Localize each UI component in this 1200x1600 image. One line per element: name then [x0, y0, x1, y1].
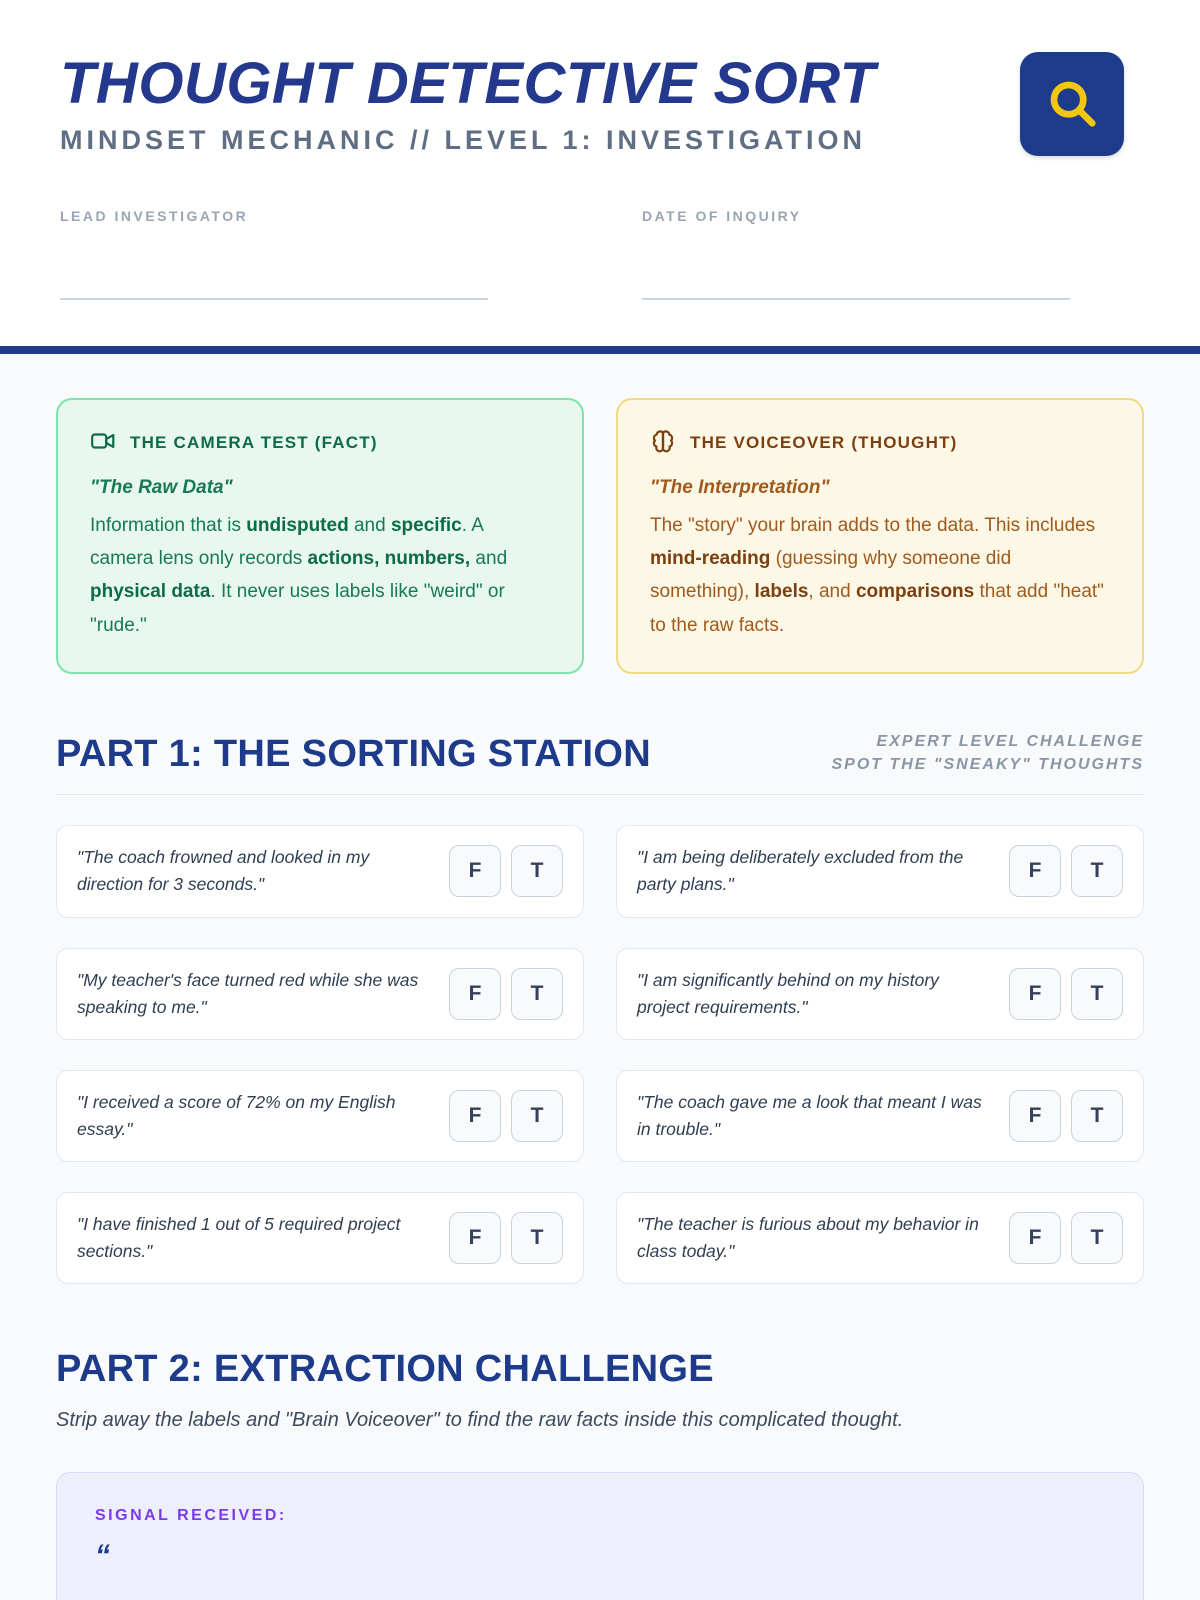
lead-investigator-input[interactable] — [60, 224, 488, 300]
fact-card-title: THE CAMERA TEST (FACT) — [130, 433, 378, 453]
main-content — [0, 354, 1200, 1600]
fact-button[interactable]: F — [1009, 1090, 1061, 1142]
fact-thought-buttons — [1009, 1212, 1123, 1264]
fact-button[interactable]: F — [1009, 968, 1061, 1020]
sorting-item-quote: "The coach gave me a look that meant I was in trouble." — [637, 1091, 982, 1139]
fact-button[interactable]: F — [449, 1090, 501, 1142]
thought-card-title: THE VOICEOVER (THOUGHT) — [690, 433, 958, 453]
challenge-line-1: EXPERT LEVEL CHALLENGE — [876, 732, 1144, 750]
part1-heading: PART 1: THE SORTING STATION — [56, 733, 651, 776]
page-title: THOUGHT DETECTIVE SORT — [60, 51, 876, 116]
fact-thought-buttons — [449, 968, 563, 1020]
page-subtitle: MINDSET MECHANIC // LEVEL 1: INVESTIGATION — [60, 124, 867, 155]
thought-button[interactable]: T — [511, 1212, 563, 1264]
thought-button[interactable]: T — [511, 968, 563, 1020]
header-divider — [0, 346, 1200, 354]
thought-button[interactable]: T — [1071, 1090, 1123, 1142]
signal-label: SIGNAL RECEIVED: — [95, 1507, 287, 1525]
signal-quote: “ — [95, 1539, 110, 1573]
fact-card — [56, 398, 584, 674]
part1-rule — [56, 794, 1144, 795]
thought-button[interactable]: T — [511, 845, 563, 897]
part2-section — [56, 1348, 1144, 1600]
part2-heading: PART 2: EXTRACTION CHALLENGE — [56, 1348, 714, 1391]
fact-thought-buttons — [1009, 1090, 1123, 1142]
sorting-item — [616, 825, 1144, 917]
lead-investigator-label: LEAD INVESTIGATOR — [60, 207, 249, 224]
fact-card-body: Information that is undisputed and specific. A camera lens only records actions, numbers, and physical data. It never uses labels like "weird" or "rude." — [90, 514, 508, 636]
part1-challenge-note — [831, 730, 1144, 776]
brain-icon — [650, 428, 676, 459]
sorting-item-quote: "I am being deliberately excluded from the party plans." — [637, 847, 964, 895]
thought-card-header — [650, 428, 1110, 459]
field-date-of-inquiry — [642, 208, 1140, 300]
sorting-item-quote: "The teacher is furious about my behavior in class today." — [637, 1214, 979, 1262]
header — [0, 0, 1200, 300]
sorting-item — [56, 825, 584, 917]
fact-thought-buttons — [1009, 845, 1123, 897]
thought-button[interactable]: T — [1071, 845, 1123, 897]
date-of-inquiry-input[interactable] — [642, 224, 1070, 300]
field-lead-investigator — [60, 208, 558, 300]
header-fields — [60, 208, 1140, 300]
sorting-item — [56, 948, 584, 1040]
fact-thought-buttons — [1009, 968, 1123, 1020]
thought-card — [616, 398, 1144, 674]
signal-card — [56, 1472, 1144, 1600]
fact-thought-buttons — [449, 1090, 563, 1142]
thought-card-body: The "story" your brain adds to the data. This includes mind-reading (guessing why someone did something), labels, and comparisons that add "heat" to the raw facts. — [650, 514, 1104, 636]
thought-button[interactable]: T — [1071, 968, 1123, 1020]
thought-card-subtitle: "The Interpretation" — [650, 476, 830, 498]
fact-card-subtitle: "The Raw Data" — [90, 476, 233, 498]
part2-description: Strip away the labels and "Brain Voiceover" to find the raw facts inside this complicated thought. — [56, 1409, 904, 1432]
fact-card-header — [90, 428, 550, 459]
sorting-item-quote: "I have finished 1 out of 5 required project sections." — [77, 1214, 401, 1262]
fact-button[interactable]: F — [1009, 1212, 1061, 1264]
fact-thought-buttons — [449, 845, 563, 897]
sorting-item-quote: "The coach frowned and looked in my direction for 3 seconds." — [77, 847, 370, 895]
thought-button[interactable]: T — [1071, 1212, 1123, 1264]
sorting-item — [616, 948, 1144, 1040]
sorting-item-quote: "I am significantly behind on my history project requirements." — [637, 969, 939, 1017]
thought-button[interactable]: T — [511, 1090, 563, 1142]
challenge-line-2: SPOT THE "SNEAKY" THOUGHTS — [831, 756, 1144, 774]
fact-button[interactable]: F — [449, 968, 501, 1020]
sorting-item — [616, 1070, 1144, 1162]
fact-button[interactable]: F — [449, 845, 501, 897]
info-cards — [56, 398, 1144, 674]
sorting-item — [56, 1070, 584, 1162]
camera-icon — [90, 428, 116, 459]
sorting-item-quote: "My teacher's face turned red while she was speaking to me." — [77, 969, 419, 1017]
search-button[interactable] — [1020, 52, 1124, 156]
date-of-inquiry-label: DATE OF INQUIRY — [642, 207, 802, 224]
fact-button[interactable]: F — [449, 1212, 501, 1264]
sorting-grid — [56, 825, 1144, 1284]
fact-thought-buttons — [449, 1212, 563, 1264]
sorting-item — [56, 1192, 584, 1284]
fact-button[interactable]: F — [1009, 845, 1061, 897]
part1-header-row — [56, 730, 1144, 776]
sorting-item — [616, 1192, 1144, 1284]
search-icon — [1045, 76, 1099, 133]
sorting-item-quote: "I received a score of 72% on my English essay." — [77, 1091, 396, 1139]
